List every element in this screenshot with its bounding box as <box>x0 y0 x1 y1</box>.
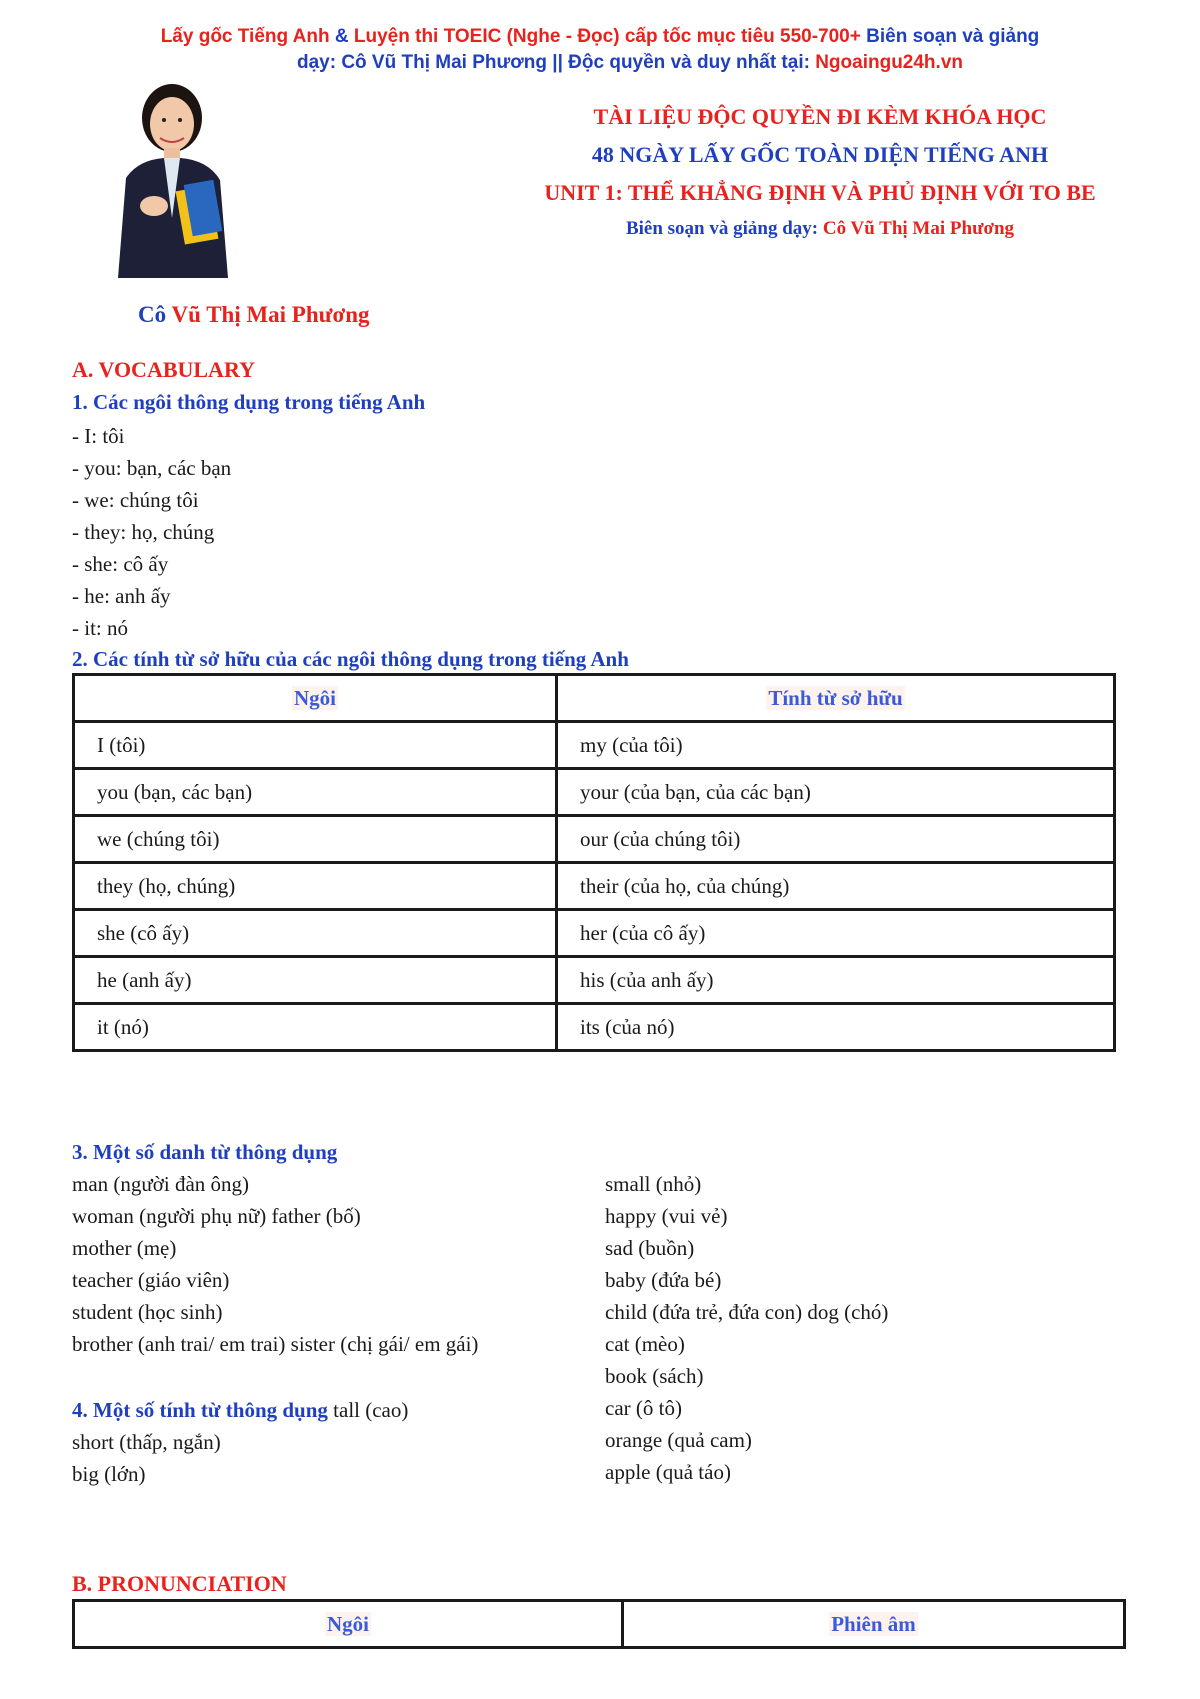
table-cell: it (nó) <box>74 1004 557 1051</box>
list-item: - he: anh ấy <box>72 584 171 608</box>
table-cell: his (của anh ấy) <box>557 957 1115 1004</box>
table-row <box>74 910 1115 957</box>
table-cell: my (của tôi) <box>557 722 1115 769</box>
list-item: small (nhỏ) <box>605 1172 702 1196</box>
top-banner <box>0 24 1200 76</box>
banner-amp: & <box>329 26 354 47</box>
list-item: car (ô tô) <box>605 1396 682 1420</box>
banner-course: Luyện thi TOEIC (Nghe - Đọc) cấp tốc mục tiêu 550-700+ <box>353 26 861 47</box>
section-a-heading: A. VOCABULARY <box>72 357 255 382</box>
banner-site[interactable]: Ngoaingu24h.vn <box>809 52 963 73</box>
title-author-label: Biên soạn và giảng dạy: <box>625 218 823 239</box>
possessives-table <box>72 673 1116 1052</box>
banner-author: dạy: Cô Vũ Thị Mai Phương || Độc quyền và duy nhất tại: <box>296 52 810 73</box>
subheading-adjectives: 4. Một số tính từ thông dụng <box>72 1398 328 1422</box>
pronoun-list <box>72 420 231 644</box>
table-header-cell: Ngôi <box>74 1601 623 1648</box>
words-list-right <box>605 1168 888 1488</box>
list-item: - it: nó <box>72 616 128 640</box>
adjective-first: tall (cao) <box>327 1398 409 1422</box>
title-author-name: Cô Vũ Thị Mai Phương <box>822 218 1015 239</box>
table-cell: her (của cô ấy) <box>557 910 1115 957</box>
table-cell: its (của nó) <box>557 1004 1115 1051</box>
table-header-cell: Ngôi <box>74 675 557 722</box>
list-item: student (học sinh) <box>72 1300 223 1324</box>
list-item: - she: cô ấy <box>72 552 169 576</box>
list-item: man (người đàn ông) <box>72 1172 250 1196</box>
table-cell: I (tôi) <box>74 722 557 769</box>
list-item: happy (vui vẻ) <box>605 1204 728 1228</box>
nouns-list-left <box>72 1168 478 1360</box>
subheading-possessives: 2. Các tính từ sở hữu của các ngôi thông dụng trong tiếng Anh <box>72 647 629 671</box>
list-item: brother (anh trai/ em trai) sister (chị gái/ em gái) <box>72 1332 479 1356</box>
section-b-heading: B. PRONUNCIATION <box>72 1571 287 1596</box>
document-title-block <box>500 104 1140 252</box>
table-row <box>74 863 1115 910</box>
title-line-2: 48 NGÀY LẤY GỐC TOÀN DIỆN TIẾNG ANH <box>591 142 1049 167</box>
table-cell: she (cô ấy) <box>74 910 557 957</box>
list-item: sad (buồn) <box>605 1236 695 1260</box>
list-item: mother (mẹ) <box>72 1236 177 1260</box>
title-line-1: TÀI LIỆU ĐỘC QUYỀN ĐI KÈM KHÓA HỌC <box>593 104 1047 129</box>
teacher-caption <box>138 302 369 328</box>
list-item: big (lớn) <box>72 1462 146 1486</box>
adjectives-heading-line <box>72 1394 408 1426</box>
list-item: teacher (giáo viên) <box>72 1268 230 1292</box>
table-cell: their (của họ, của chúng) <box>557 863 1115 910</box>
table-row <box>74 816 1115 863</box>
list-item: - you: bạn, các bạn <box>72 456 232 480</box>
subheading-nouns: 3. Một số danh từ thông dụng <box>72 1140 338 1164</box>
list-item: short (thấp, ngắn) <box>72 1430 221 1454</box>
list-item: apple (quả táo) <box>605 1460 731 1484</box>
list-item: - I: tôi <box>72 424 125 448</box>
table-header-row <box>74 675 1115 722</box>
table-row <box>74 769 1115 816</box>
table-cell: our (của chúng tôi) <box>557 816 1115 863</box>
table-cell: we (chúng tôi) <box>74 816 557 863</box>
list-item: orange (quả cam) <box>605 1428 752 1452</box>
teacher-caption-prefix: Cô <box>138 302 172 327</box>
list-item: cat (mèo) <box>605 1332 685 1356</box>
table-row <box>74 1004 1115 1051</box>
adjectives-list-left <box>72 1426 221 1490</box>
table-cell: your (của bạn, của các bạn) <box>557 769 1115 816</box>
list-item: baby (đứa bé) <box>605 1268 722 1292</box>
table-row <box>74 957 1115 1004</box>
teacher-photo <box>88 78 264 278</box>
table-header-cell: Tính từ sở hữu <box>557 675 1115 722</box>
table-cell: he (anh ấy) <box>74 957 557 1004</box>
list-item: - they: họ, chúng <box>72 520 215 544</box>
teacher-caption-name: Vũ Thị Mai Phương <box>171 302 370 327</box>
table-header-cell: Phiên âm <box>623 1601 1125 1648</box>
banner-author-prefix: Biên soạn và giảng <box>860 26 1040 47</box>
table-header-row <box>74 1601 1125 1648</box>
list-item: book (sách) <box>605 1364 704 1388</box>
list-item: - we: chúng tôi <box>72 488 199 512</box>
list-item: child (đứa trẻ, đứa con) dog (chó) <box>605 1300 889 1324</box>
table-cell: they (họ, chúng) <box>74 863 557 910</box>
subheading-pronouns: 1. Các ngôi thông dụng trong tiếng Anh <box>72 390 426 414</box>
list-item: woman (người phụ nữ) father (bố) <box>72 1204 361 1228</box>
table-row <box>74 722 1115 769</box>
table-cell: you (bạn, các bạn) <box>74 769 557 816</box>
title-line-3: UNIT 1: THỂ KHẲNG ĐỊNH VÀ PHỦ ĐỊNH VỚI TO BE <box>544 180 1096 205</box>
banner-brand: Lấy gốc Tiếng Anh <box>160 26 330 47</box>
pronunciation-table <box>72 1599 1126 1649</box>
